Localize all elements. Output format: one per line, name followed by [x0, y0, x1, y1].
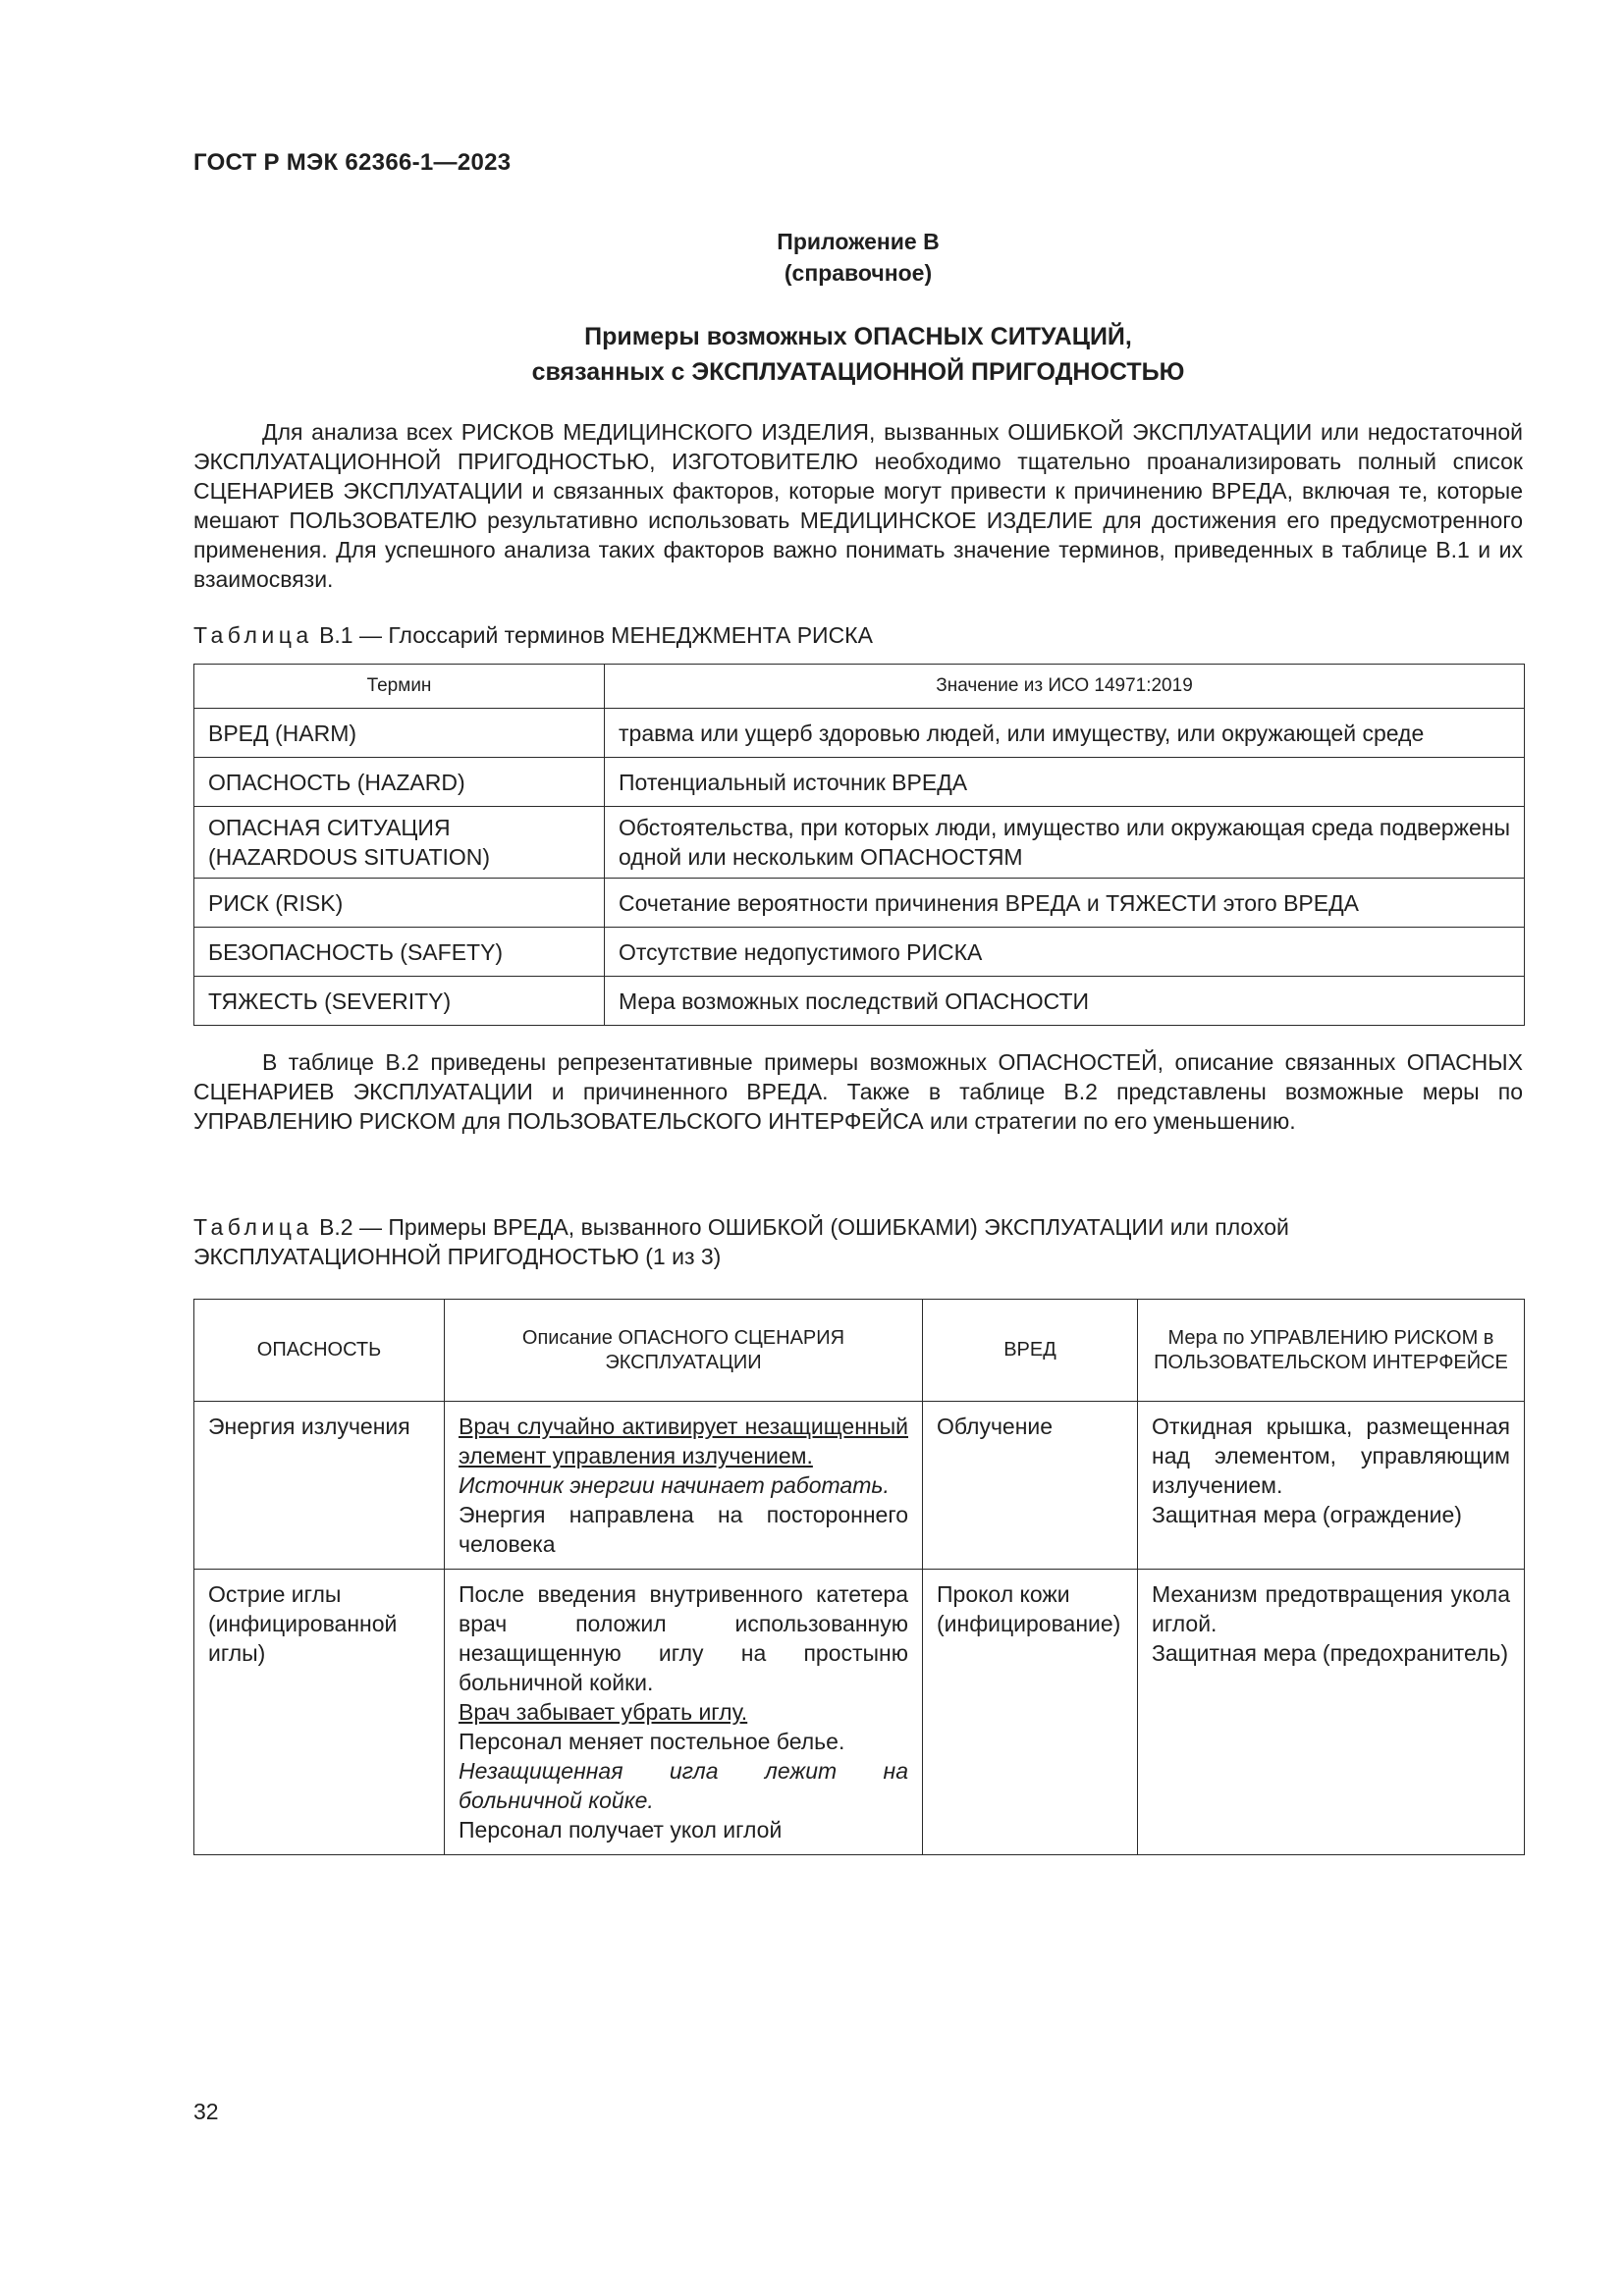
scenario-plain: Персонал меняет постельное белье. [459, 1729, 845, 1754]
measure-text-2: Защитная мера (ограждение) [1152, 1502, 1462, 1527]
table2-header-harm: ВРЕД [923, 1300, 1138, 1402]
scenario-plain: Энергия направлена на постороннего человека [459, 1502, 908, 1557]
table1-header-meaning: Значение из ИСО 14971:2019 [605, 665, 1525, 709]
term-cell: ТЯЖЕСТЬ (SEVERITY) [194, 977, 605, 1026]
table-row [194, 879, 1525, 928]
second-paragraph: В таблице В.2 приведены репрезентативные примеры возможных ОПАСНОСТЕЙ, описание связанных ОПАСНЫХ СЦЕНАРИЕВ ЭКСПЛУАТАЦИИ и причиненного ВРЕДА. Также в таблице В.2 представлены возможные меры по УПРАВЛЕНИЮ РИСКОМ для ПОЛЬЗОВАТЕЛЬСКОГО ИНТЕРФЕЙСА или стратегии по его уменьшению. [193, 1049, 1523, 1134]
measure-cell [1138, 1570, 1525, 1855]
scenario-italic: Незащищенная игла лежит на больничной койке. [459, 1758, 908, 1813]
table1-header-term: Термин [194, 665, 605, 709]
measure-text-1: Откидная крышка, размещенная над элементом, управляющим излучением. [1152, 1414, 1510, 1498]
harm-examples-table [193, 1299, 1525, 1855]
table2-header-scenario: Описание ОПАСНОГО СЦЕНАРИЯ ЭКСПЛУАТАЦИИ [445, 1300, 923, 1402]
table2-caption [193, 1212, 1523, 1271]
table-row [194, 758, 1525, 807]
harm-cell: Прокол кожи (инфицирование) [923, 1570, 1138, 1855]
meaning-cell: Отсутствие недопустимого РИСКА [605, 928, 1525, 977]
annex-title-line2: связанных с ЭКСПЛУАТАЦИОННОЙ ПРИГОДНОСТЬЮ [531, 358, 1185, 386]
table2-caption-prefix: Таблица [193, 1214, 313, 1240]
term-cell: ОПАСНОСТЬ (HAZARD) [194, 758, 605, 807]
standard-code: ГОСТ Р МЭК 62366-1—2023 [193, 149, 512, 176]
meaning-cell: Сочетание вероятности причинения ВРЕДА и ТЯЖЕСТИ этого ВРЕДА [605, 879, 1525, 928]
harm-cell: Облучение [923, 1402, 1138, 1570]
scenario-underlined: Врач случайно активирует незащищенный элемент управления излучением. [459, 1414, 908, 1468]
meaning-cell: Мера возможных последствий ОПАСНОСТИ [605, 977, 1525, 1026]
scenario-plain: После введения внутривенного катетера врач положил использованную незащищенную иглу на простыню больничной койки. [459, 1581, 908, 1695]
scenario-italic: Источник энергии начинает работать. [459, 1472, 890, 1498]
measure-text-2: Защитная мера (предохранитель) [1152, 1640, 1509, 1666]
scenario-cell [445, 1402, 923, 1570]
term-cell: БЕЗОПАСНОСТЬ (SAFETY) [194, 928, 605, 977]
table1-caption-prefix: Таблица [193, 622, 313, 648]
table-row [194, 1570, 1525, 1855]
page-number: 32 [193, 2099, 219, 2124]
glossary-table [193, 664, 1525, 1026]
term-cell: ОПАСНАЯ СИТУАЦИЯ (HAZARDOUS SITUATION) [194, 807, 605, 879]
scenario-plain: Персонал получает укол иглой [459, 1817, 783, 1842]
table1-caption-rest: В.1 — Глоссарий терминов МЕНЕДЖМЕНТА РИСКА [312, 622, 873, 648]
table2-header-measure: Мера по УПРАВЛЕНИЮ РИСКОМ в ПОЛЬЗОВАТЕЛЬСКОМ ИНТЕРФЕЙСЕ [1138, 1300, 1525, 1402]
annex-title [193, 319, 1523, 390]
meaning-cell: Потенциальный источник ВРЕДА [605, 758, 1525, 807]
intro-paragraph: Для анализа всех РИСКОВ МЕДИЦИНСКОГО ИЗДЕЛИЯ, вызванных ОШИБКОЙ ЭКСПЛУАТАЦИИ или недостаточной ЭКСПЛУАТАЦИОННОЙ ПРИГОДНОСТЬЮ, ИЗГОТОВИТЕЛЮ необходимо тщательно проанализировать полный список СЦЕНАРИЕВ ЭКСПЛУАТАЦИИ и связанных факторов, которые могут привести к причинению ВРЕДА, включая те, которые мешают ПОЛЬЗОВАТЕЛЮ результативно использовать МЕДИЦИНСКОЕ ИЗДЕЛИЕ для достижения его предусмотренного применения. Для успешного анализа таких факторов важно понимать значение терминов, приведенных в таблице В.1 и их взаимосвязи. [193, 419, 1523, 592]
table-row [194, 977, 1525, 1026]
table1-caption [193, 620, 1523, 650]
meaning-cell: Обстоятельства, при которых люди, имущество или окружающая среда подвержены одной или нескольким ОПАСНОСТЯМ [605, 807, 1525, 879]
hazard-cell: Энергия излучения [194, 1402, 445, 1570]
annex-title-line1: Примеры возможных ОПАСНЫХ СИТУАЦИЙ, [584, 323, 1132, 350]
table2-caption-rest: В.2 — Примеры ВРЕДА, вызванного ОШИБКОЙ (ОШИБКАМИ) ЭКСПЛУАТАЦИИ или плохой ЭКСПЛУАТАЦИОННОЙ ПРИГОДНОСТЬЮ (1 из 3) [193, 1214, 1289, 1269]
term-cell: ВРЕД (HARM) [194, 709, 605, 758]
meaning-cell: травма или ущерб здоровью людей, или имуществу, или окружающей среде [605, 709, 1525, 758]
scenario-cell [445, 1570, 923, 1855]
table-row [194, 1402, 1525, 1570]
table2-header-hazard: ОПАСНОСТЬ [194, 1300, 445, 1402]
table-row [194, 928, 1525, 977]
term-cell: РИСК (RISK) [194, 879, 605, 928]
hazard-cell: Острие иглы (инфицированной иглы) [194, 1570, 445, 1855]
annex-label: Приложение В [777, 229, 940, 254]
annex-kind: (справочное) [784, 260, 933, 286]
measure-cell [1138, 1402, 1525, 1570]
scenario-underlined: Врач забывает убрать иглу. [459, 1699, 748, 1725]
annex-heading [193, 226, 1523, 289]
table-row [194, 807, 1525, 879]
measure-text-1: Механизм предотвращения укола иглой. [1152, 1581, 1510, 1636]
table-row [194, 709, 1525, 758]
